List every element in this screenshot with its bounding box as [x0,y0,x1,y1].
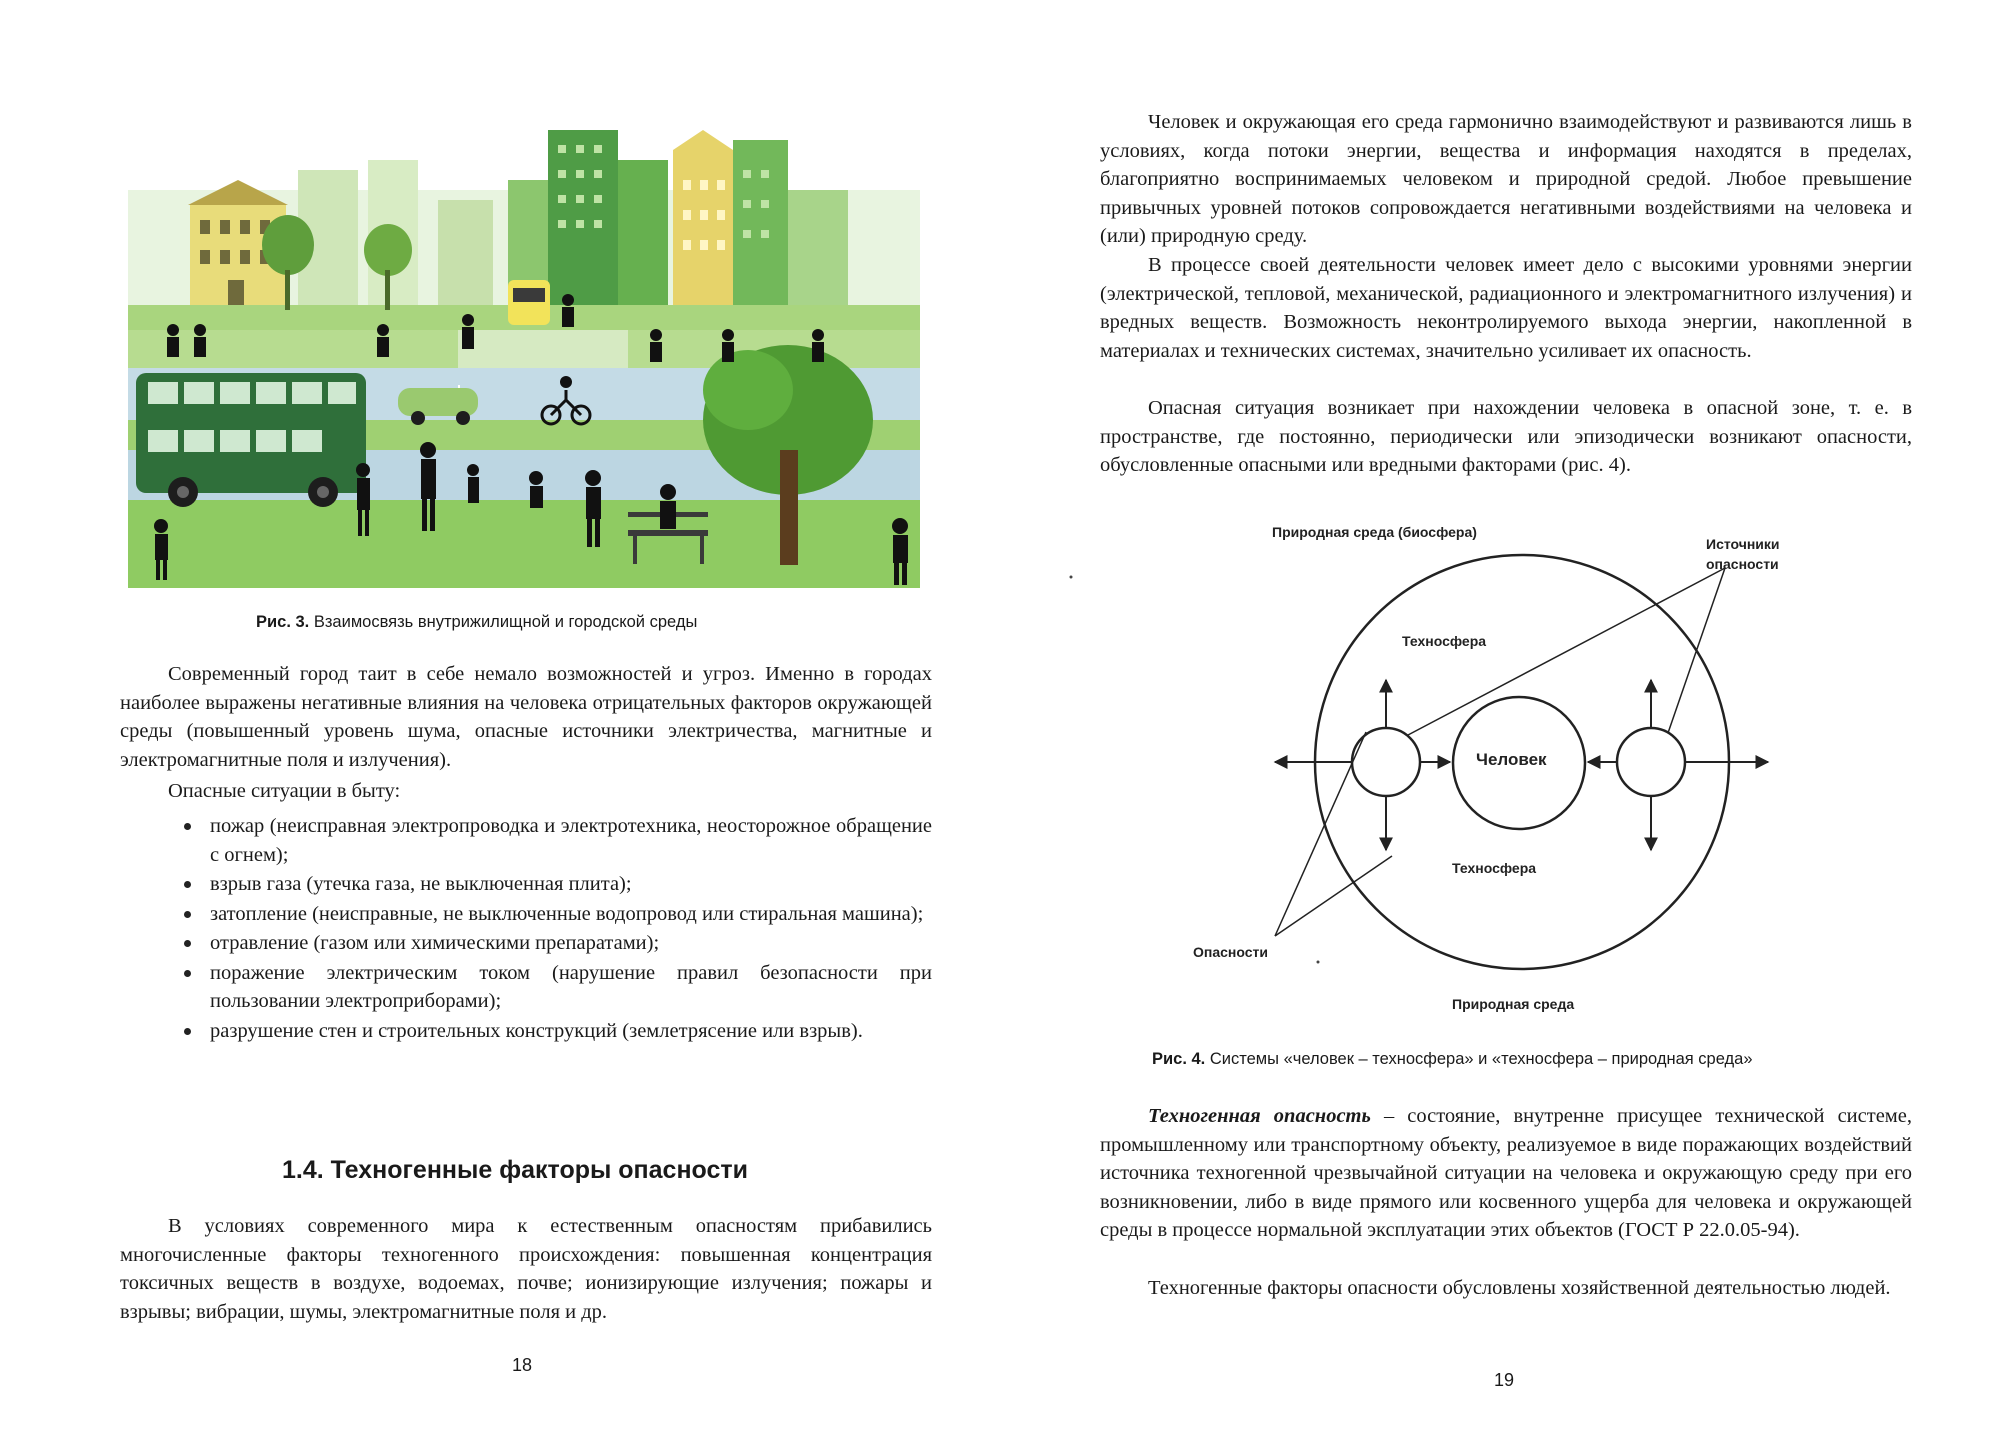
figure-4-caption-label: Рис. 4. [1152,1050,1206,1068]
label-technosphere-bottom: Техносфера [1452,860,1537,876]
hazard-source-right [1617,728,1685,796]
figure-4-caption-text: Системы «человек – техносфера» и «техносфера – природная среда» [1209,1050,1753,1068]
left-paragraph-1: Современный город таит в себе немало возможностей и угроз. Именно в городах наиболее выражены негативные влияния на человека отрицательных факторов окружающей среды (повышенный уровень шума, опасные источники электричества, магнитные и электромагнитные поля и излучения). [120,663,932,771]
left-paragraph-3: В условиях современного мира к естественным опасностям прибавились многочисленные факторы техногенного происхождения: повышенная концентрация токсичных веществ в воздухе, водоемах, почве; ионизирующие излучения; пожары и взрывы; вибрации, шумы, электромагнитные поля и др. [120,1215,932,1323]
term-technogenic-danger: Техногенная опасность [1148,1105,1371,1127]
right-paragraph-2: В процессе своей деятельности человек имеет дело с высокими уровнями энергии (электрической, тепловой, механической, радиационного и электромагнитного излучения) и вредных веществ. Возможность неконтролируемого выхода энергии, накопленной в материалах и технических системах, значительно усиливает их опасность. [1100,254,1912,362]
figure-3-caption [256,613,697,632]
label-nature: Природная среда [1452,996,1575,1012]
page-number-left: 18 [512,1355,533,1375]
label-technosphere-top: Техносфера [1402,633,1487,649]
right-paragraph-1: Человек и окружающая его среда гармонично взаимодействуют и развиваются лишь в условиях, когда потоки энергии, вещества и информация находятся в пределах, благоприятно воспринимаемых человеком и природной средой. Любое превышение привычных уровней потоков сопровождается негативными воздействиями на человека и (или) природную среду. [1100,111,1912,247]
list-item: пожар (неисправная электропроводка и электротехника, неосторожное обращение с огнем); [180,812,932,869]
list-item: разрушение стен и строительных конструкций (землетрясение или взрыв). [180,1017,932,1046]
figure-3-caption-label: Рис. 3. [256,613,310,631]
city-illustration [128,130,920,588]
pointer-sources-left [1408,568,1725,735]
page-number-right: 19 [1494,1370,1515,1390]
right-paragraph-5: Техногенные факторы опасности обусловлены хозяйственной деятельностью людей. [1148,1277,1891,1299]
label-dangers: Опасности [1193,944,1268,960]
bullet-icon [184,1028,191,1035]
label-human: Человек [1476,750,1547,769]
right-paragraph-3: Опасная ситуация возникает при нахождении человека в опасной зоне, т. е. в пространстве, где постоянно, периодически или эпизодически возникают опасности, обусловленные опасными или вредными факторами (рис. 4). [1100,397,1912,476]
list-item: поражение электрическим током (нарушение правил безопасности при пользовании электроприборами); [180,959,932,1016]
bullet-icon [184,940,191,947]
list-item: взрыв газа (утечка газа, не выключенная плита); [180,870,932,899]
left-paragraph-2: Опасные ситуации в быту: [168,780,401,802]
section-heading: 1.4. Техногенные факторы опасности [282,1156,749,1184]
label-biosphere: Природная среда (биосфера) [1272,524,1477,540]
list-item: отравление (газом или химическими препаратами); [180,929,932,958]
bullet-icon [184,881,191,888]
list-item: затопление (неисправные, не выключенные водопровод или стиральная машина); [180,900,932,929]
bullet-icon [184,970,191,977]
label-hazard-sources: Источники опасности [1706,536,1780,572]
bullet-icon [184,911,191,918]
figure-3-caption-text: Взаимосвязь внутрижилищной и городской среды [313,613,698,631]
right-paragraph-4: Техногенная опасность – состояние, внутренне присущее технической системе, промышленному или транспортному объекту, реализуемое в виде поражающих воздействий источника техногенной чрезвычайной ситуации на человека и окружающую среду при его возникновении, либо в виде прямого или косвенного ущерба для человека и окружающей среды в процессе нормальной эксплуатации этих объектов (ГОСТ Р 22.0.05-94). [1100,1105,1912,1241]
bullet-icon [184,823,191,830]
hazard-source-left [1352,728,1420,796]
figure-4-caption [1152,1050,1753,1069]
right-page [1000,0,2000,1437]
hazard-list [180,812,932,1046]
